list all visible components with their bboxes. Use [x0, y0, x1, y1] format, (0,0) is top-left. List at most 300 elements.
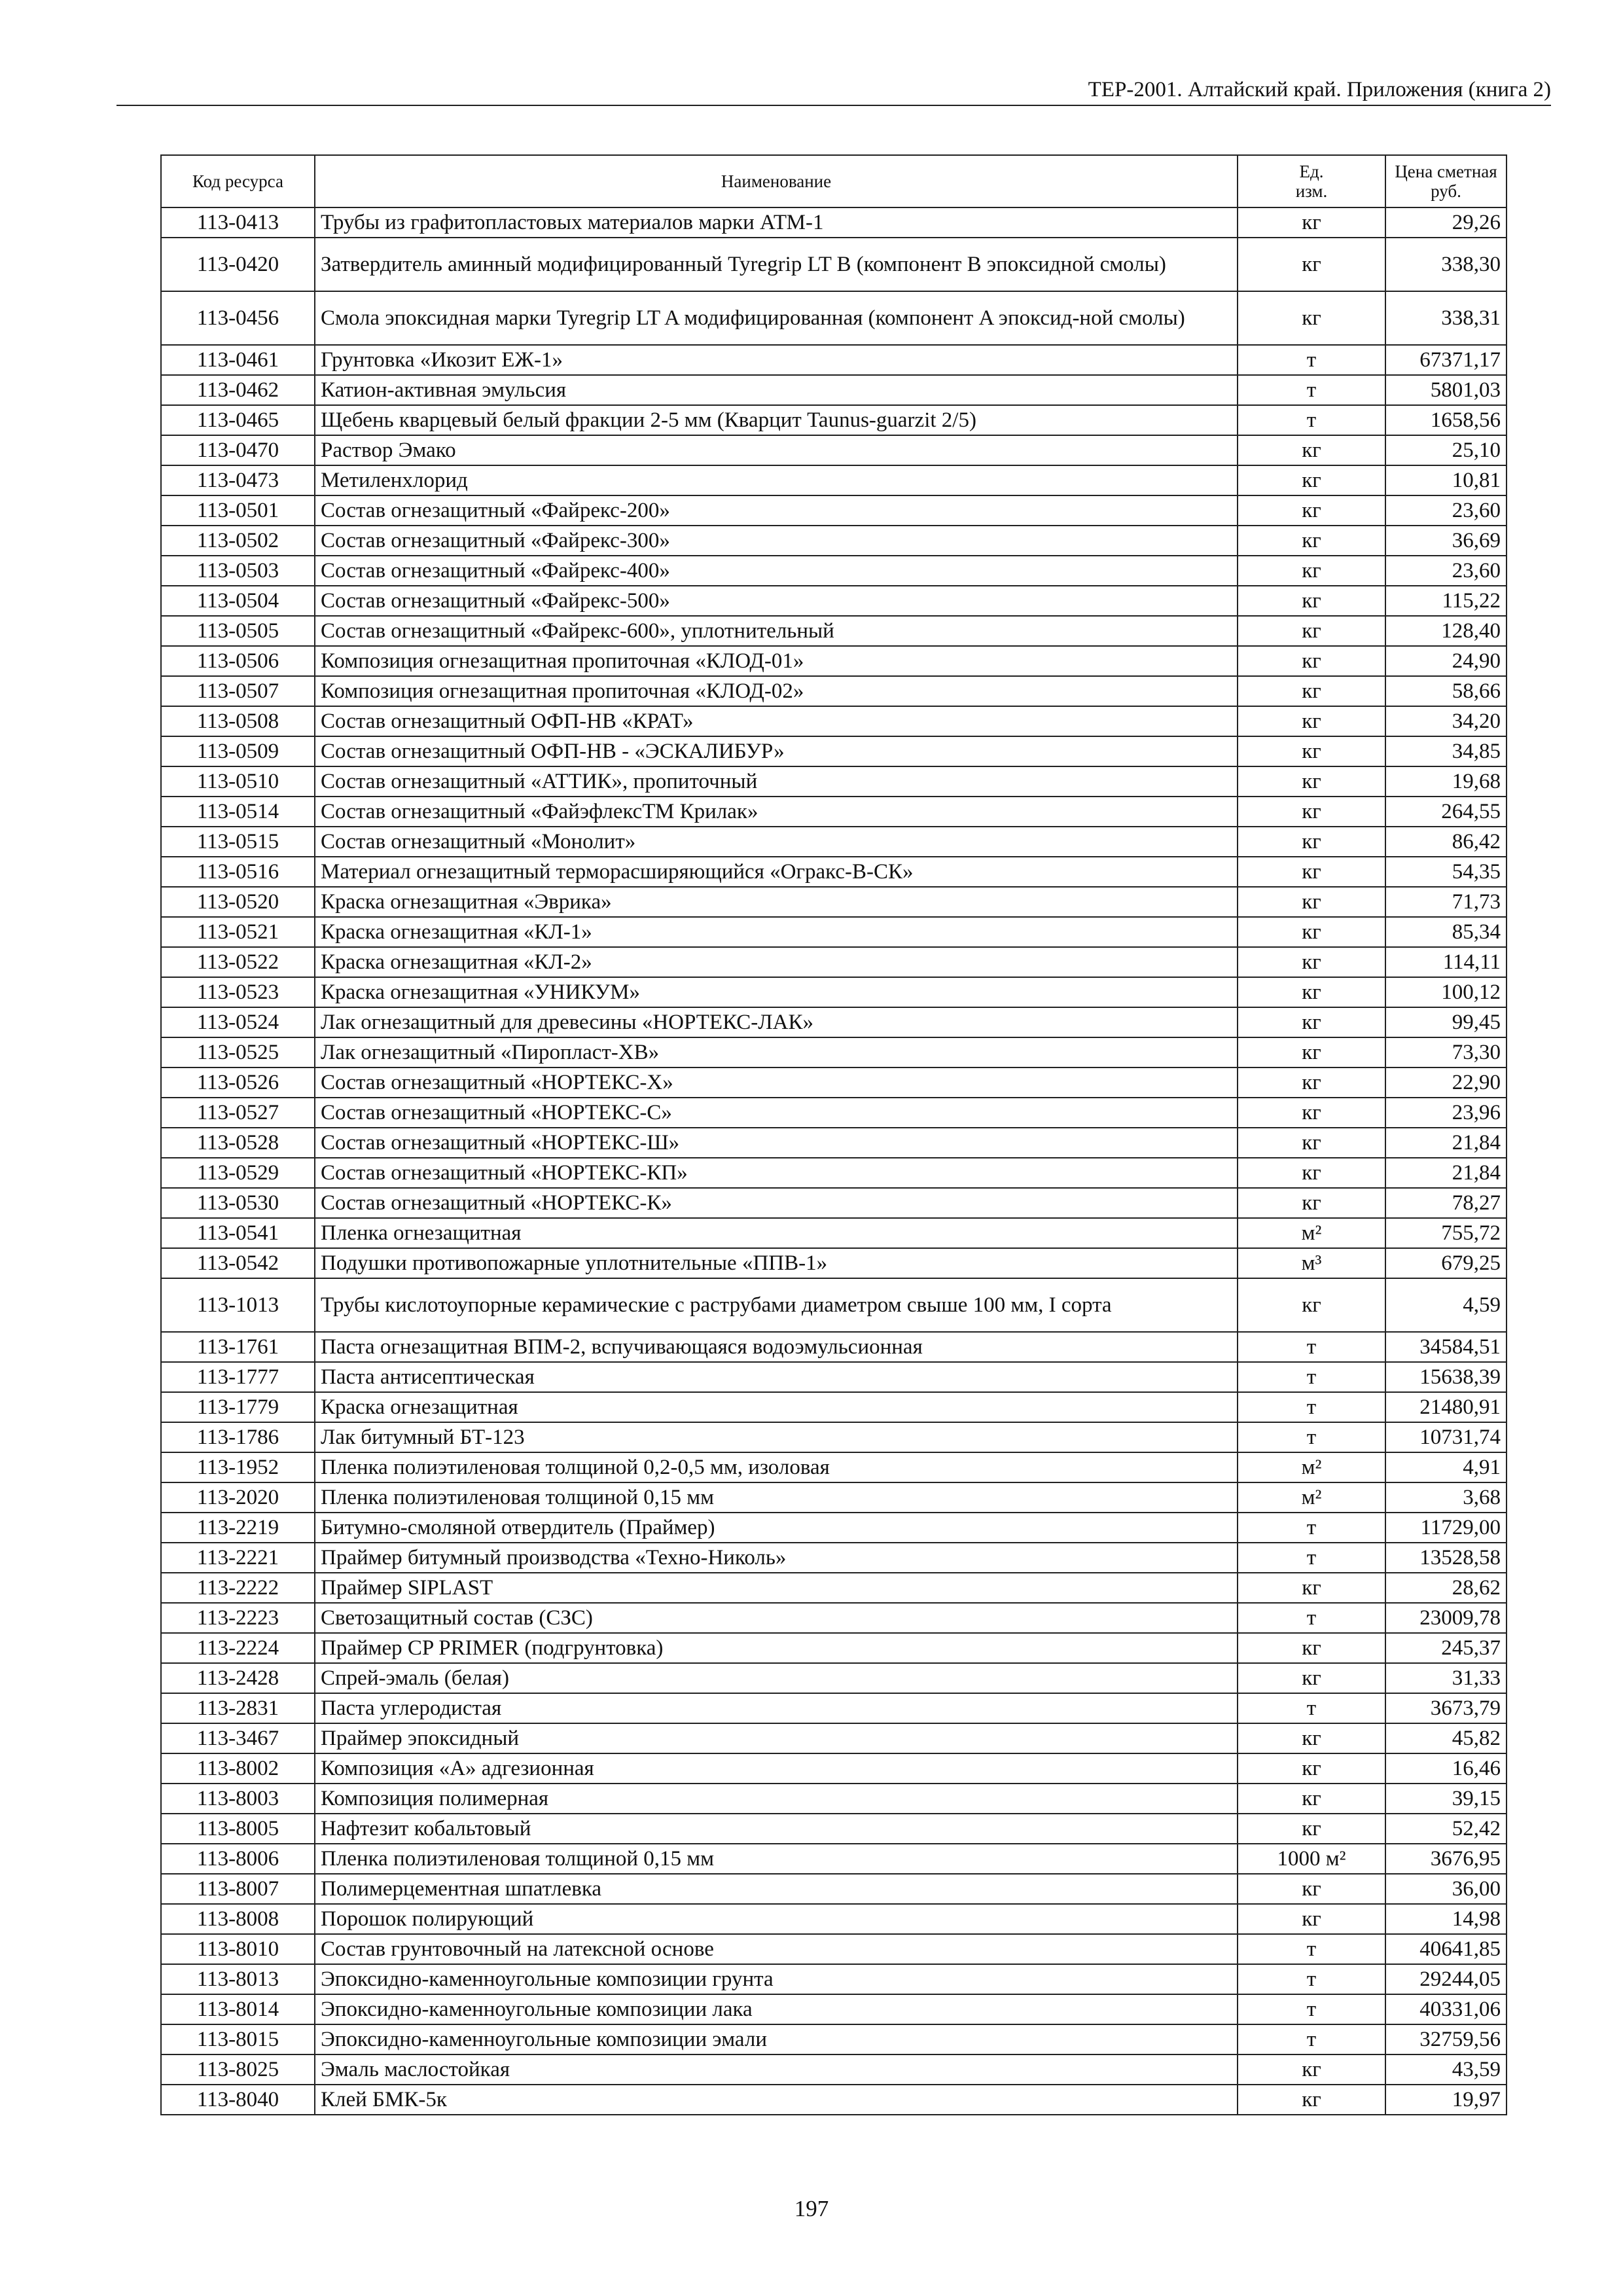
- resource-code-cell: 113-0515: [161, 827, 315, 857]
- resource-code-cell: 113-0507: [161, 676, 315, 706]
- price-cell: 128,40: [1385, 616, 1507, 646]
- resource-name-cell: Краска огнезащитная «УНИКУМ»: [315, 977, 1238, 1007]
- resource-code-cell: 113-0503: [161, 556, 315, 586]
- table-row: [161, 2054, 1507, 2085]
- price-cell: 28,62: [1385, 1573, 1507, 1603]
- resource-code-cell: 113-2222: [161, 1573, 315, 1603]
- unit-cell: т: [1238, 1392, 1385, 1422]
- resource-code-cell: 113-1013: [161, 1278, 315, 1332]
- resource-name-cell: Битумно-смоляной отвердитель (Праймер): [315, 1513, 1238, 1543]
- table-row: [161, 1934, 1507, 1964]
- resource-code-cell: 113-8007: [161, 1874, 315, 1904]
- resource-code-cell: 113-8040: [161, 2085, 315, 2115]
- resource-code-cell: 113-0510: [161, 766, 315, 797]
- resource-code-cell: 113-0516: [161, 857, 315, 887]
- resource-name-cell: Композиция огнезащитная пропиточная «КЛОД-02»: [315, 676, 1238, 706]
- unit-cell: т: [1238, 2024, 1385, 2054]
- resource-name-cell: Лак огнезащитный «Пиропласт-ХВ»: [315, 1037, 1238, 1067]
- resource-code-cell: 113-0522: [161, 947, 315, 977]
- table-row: [161, 1633, 1507, 1663]
- header-rule: [116, 105, 1551, 106]
- resource-name-cell: Композиция полимерная: [315, 1784, 1238, 1814]
- resource-name-cell: Порошок полирующий: [315, 1904, 1238, 1934]
- table-row: [161, 1007, 1507, 1037]
- price-cell: 14,98: [1385, 1904, 1507, 1934]
- resource-name-cell: Праймер эпоксидный: [315, 1723, 1238, 1753]
- resource-name-cell: Затвердитель аминный модифицированный Tyregrip LT B (компонент B эпоксидной смолы): [315, 238, 1238, 291]
- unit-cell: кг: [1238, 1278, 1385, 1332]
- resource-code-cell: 113-2221: [161, 1543, 315, 1573]
- price-cell: 43,59: [1385, 2054, 1507, 2085]
- resource-name-cell: Состав огнезащитный «АТТИК», пропиточный: [315, 766, 1238, 797]
- unit-cell: т: [1238, 1422, 1385, 1452]
- resource-name-cell: Состав огнезащитный «Файрекс-500»: [315, 586, 1238, 616]
- table-row: [161, 766, 1507, 797]
- price-cell: 338,31: [1385, 291, 1507, 345]
- price-cell: 29244,05: [1385, 1964, 1507, 1994]
- table-row: [161, 1663, 1507, 1693]
- resource-name-cell: Состав огнезащитный «НОРТЕКС-К»: [315, 1188, 1238, 1218]
- unit-cell: м³: [1238, 1248, 1385, 1278]
- unit-cell: м²: [1238, 1482, 1385, 1513]
- resource-code-cell: 113-1761: [161, 1332, 315, 1362]
- table-row: [161, 887, 1507, 917]
- resource-code-cell: 113-0509: [161, 736, 315, 766]
- unit-cell: кг: [1238, 947, 1385, 977]
- unit-cell: кг: [1238, 1128, 1385, 1158]
- price-cell: 755,72: [1385, 1218, 1507, 1248]
- table-row: [161, 1422, 1507, 1452]
- unit-cell: кг: [1238, 766, 1385, 797]
- resource-code-cell: 113-0504: [161, 586, 315, 616]
- price-cell: 86,42: [1385, 827, 1507, 857]
- table-row: [161, 495, 1507, 526]
- resource-code-cell: 113-0413: [161, 207, 315, 238]
- price-cell: 54,35: [1385, 857, 1507, 887]
- unit-cell: 1000 м²: [1238, 1844, 1385, 1874]
- resource-name-cell: Состав огнезащитный ОФП-НВ «КРАТ»: [315, 706, 1238, 736]
- resource-code-cell: 113-0521: [161, 917, 315, 947]
- price-cell: 78,27: [1385, 1188, 1507, 1218]
- price-cell: 21480,91: [1385, 1392, 1507, 1422]
- table-row: [161, 1874, 1507, 1904]
- price-cell: 3673,79: [1385, 1693, 1507, 1723]
- resource-name-cell: Метиленхлорид: [315, 465, 1238, 495]
- price-cell: 31,33: [1385, 1663, 1507, 1693]
- unit-cell: кг: [1238, 495, 1385, 526]
- unit-cell: т: [1238, 1513, 1385, 1543]
- resource-code-cell: 113-8003: [161, 1784, 315, 1814]
- resource-name-cell: Трубы из графитопластовых материалов марки АТМ-1: [315, 207, 1238, 238]
- table-row: [161, 1362, 1507, 1392]
- resource-code-cell: 113-3467: [161, 1723, 315, 1753]
- unit-cell: кг: [1238, 1007, 1385, 1037]
- unit-cell: т: [1238, 375, 1385, 405]
- table-row: [161, 1844, 1507, 1874]
- unit-cell: кг: [1238, 1633, 1385, 1663]
- unit-cell: кг: [1238, 1573, 1385, 1603]
- unit-cell: кг: [1238, 616, 1385, 646]
- unit-cell: м²: [1238, 1218, 1385, 1248]
- price-cell: 23009,78: [1385, 1603, 1507, 1633]
- price-cell: 67371,17: [1385, 345, 1507, 375]
- resource-name-cell: Краска огнезащитная «КЛ-2»: [315, 947, 1238, 977]
- price-cell: 19,97: [1385, 2085, 1507, 2115]
- resource-code-cell: 113-2020: [161, 1482, 315, 1513]
- unit-cell: кг: [1238, 556, 1385, 586]
- price-cell: 23,60: [1385, 495, 1507, 526]
- unit-cell: кг: [1238, 1784, 1385, 1814]
- unit-cell: кг: [1238, 1723, 1385, 1753]
- table-row: [161, 1814, 1507, 1844]
- table-row: [161, 1573, 1507, 1603]
- unit-cell: кг: [1238, 465, 1385, 495]
- table-row: [161, 1904, 1507, 1934]
- resource-name-cell: Праймер SIPLAST: [315, 1573, 1238, 1603]
- resource-name-cell: Раствор Эмако: [315, 435, 1238, 465]
- resource-code-cell: 113-8006: [161, 1844, 315, 1874]
- resource-name-cell: Эпоксидно-каменноугольные композиции эмали: [315, 2024, 1238, 2054]
- resource-name-cell: Композиция «А» адгезионная: [315, 1753, 1238, 1784]
- resource-name-cell: Катион-активная эмульсия: [315, 375, 1238, 405]
- resource-code-cell: 113-1779: [161, 1392, 315, 1422]
- column-header-price: Цена сметная руб.: [1385, 155, 1507, 207]
- resource-code-cell: 113-0527: [161, 1098, 315, 1128]
- unit-cell: кг: [1238, 207, 1385, 238]
- table-row: [161, 586, 1507, 616]
- resource-name-cell: Состав огнезащитный «НОРТЕКС-Х»: [315, 1067, 1238, 1098]
- unit-cell: кг: [1238, 706, 1385, 736]
- table-row: [161, 676, 1507, 706]
- resource-name-cell: Краска огнезащитная «Эврика»: [315, 887, 1238, 917]
- price-cell: 34584,51: [1385, 1332, 1507, 1362]
- resource-price-table: [160, 154, 1507, 2115]
- table-header-row: [161, 155, 1507, 207]
- price-cell: 4,91: [1385, 1452, 1507, 1482]
- resource-name-cell: Состав огнезащитный «Файрекс-400»: [315, 556, 1238, 586]
- resource-name-cell: Грунтовка «Икозит ЕЖ-1»: [315, 345, 1238, 375]
- resource-name-cell: Полимерцементная шпатлевка: [315, 1874, 1238, 1904]
- resource-code-cell: 113-2224: [161, 1633, 315, 1663]
- resource-name-cell: Состав огнезащитный «НОРТЕКС-С»: [315, 1098, 1238, 1128]
- resource-name-cell: Праймер CP PRIMER (подгрунтовка): [315, 1633, 1238, 1663]
- resource-code-cell: 113-8013: [161, 1964, 315, 1994]
- unit-cell: кг: [1238, 646, 1385, 676]
- unit-cell: т: [1238, 345, 1385, 375]
- resource-name-cell: Смола эпоксидная марки Tyregrip LT A модифицированная (компонент A эпоксид-ной смолы): [315, 291, 1238, 345]
- resource-name-cell: Праймер битумный производства «Техно-Николь»: [315, 1543, 1238, 1573]
- resource-code-cell: 113-0520: [161, 887, 315, 917]
- table-row: [161, 1218, 1507, 1248]
- resource-name-cell: Состав огнезащитный «НОРТЕКС-Ш»: [315, 1128, 1238, 1158]
- unit-cell: кг: [1238, 238, 1385, 291]
- unit-cell: кг: [1238, 2085, 1385, 2115]
- table-row: [161, 2024, 1507, 2054]
- resource-name-cell: Эпоксидно-каменноугольные композиции грунта: [315, 1964, 1238, 1994]
- unit-cell: т: [1238, 1543, 1385, 1573]
- table-row: [161, 977, 1507, 1007]
- unit-cell: кг: [1238, 917, 1385, 947]
- resource-code-cell: 113-0524: [161, 1007, 315, 1037]
- resource-name-cell: Подушки противопожарные уплотнительные «ППВ-1»: [315, 1248, 1238, 1278]
- price-cell: 32759,56: [1385, 2024, 1507, 2054]
- resource-code-cell: 113-0542: [161, 1248, 315, 1278]
- table-row: [161, 1543, 1507, 1573]
- unit-cell: т: [1238, 1332, 1385, 1362]
- price-cell: 114,11: [1385, 947, 1507, 977]
- resource-code-cell: 113-0470: [161, 435, 315, 465]
- price-cell: 36,00: [1385, 1874, 1507, 1904]
- resource-name-cell: Состав огнезащитный «Файрекс-200»: [315, 495, 1238, 526]
- price-cell: 13528,58: [1385, 1543, 1507, 1573]
- unit-cell: кг: [1238, 586, 1385, 616]
- price-cell: 5801,03: [1385, 375, 1507, 405]
- resource-name-cell: Состав огнезащитный ОФП-НВ - «ЭСКАЛИБУР»: [315, 736, 1238, 766]
- price-cell: 21,84: [1385, 1128, 1507, 1158]
- unit-cell: кг: [1238, 526, 1385, 556]
- column-header-name: Наименование: [315, 155, 1238, 207]
- price-cell: 679,25: [1385, 1248, 1507, 1278]
- resource-name-cell: Композиция огнезащитная пропиточная «КЛОД-01»: [315, 646, 1238, 676]
- resource-name-cell: Пленка полиэтиленовая толщиной 0,15 мм: [315, 1482, 1238, 1513]
- resource-name-cell: Материал огнезащитный терморасширяющийся «Огракс-В-СК»: [315, 857, 1238, 887]
- price-cell: 71,73: [1385, 887, 1507, 917]
- resource-name-cell: Пленка огнезащитная: [315, 1218, 1238, 1248]
- price-cell: 1658,56: [1385, 405, 1507, 435]
- resource-name-cell: Спрей-эмаль (белая): [315, 1663, 1238, 1693]
- table-row: [161, 827, 1507, 857]
- resource-name-cell: Лак огнезащитный для древесины «НОРТЕКС-ЛАК»: [315, 1007, 1238, 1037]
- table-row: [161, 1994, 1507, 2024]
- resource-code-cell: 113-0530: [161, 1188, 315, 1218]
- resource-name-cell: Состав грунтовочный на латексной основе: [315, 1934, 1238, 1964]
- resource-code-cell: 113-8015: [161, 2024, 315, 2054]
- table-row: [161, 291, 1507, 345]
- unit-cell: кг: [1238, 797, 1385, 827]
- resource-code-cell: 113-0528: [161, 1128, 315, 1158]
- table-row: [161, 465, 1507, 495]
- resource-name-cell: Клей БМК-5к: [315, 2085, 1238, 2115]
- resource-name-cell: Состав огнезащитный «ФайэфлексТМ Крилак»: [315, 797, 1238, 827]
- table-row: [161, 1513, 1507, 1543]
- table-row: [161, 1278, 1507, 1332]
- running-header: ТЕР-2001. Алтайский край. Приложения (книга 2): [1088, 78, 1551, 101]
- resource-code-cell: 113-0505: [161, 616, 315, 646]
- price-cell: 24,90: [1385, 646, 1507, 676]
- price-cell: 15638,39: [1385, 1362, 1507, 1392]
- unit-cell: кг: [1238, 857, 1385, 887]
- table-row: [161, 1158, 1507, 1188]
- resource-name-cell: Паста углеродистая: [315, 1693, 1238, 1723]
- resource-code-cell: 113-0523: [161, 977, 315, 1007]
- unit-cell: кг: [1238, 1158, 1385, 1188]
- table-row: [161, 1188, 1507, 1218]
- table-row: [161, 435, 1507, 465]
- resource-name-cell: Состав огнезащитный «Файрекс-600», уплотнительный: [315, 616, 1238, 646]
- table-row: [161, 646, 1507, 676]
- unit-cell: т: [1238, 1994, 1385, 2024]
- price-cell: 10,81: [1385, 465, 1507, 495]
- unit-cell: кг: [1238, 1037, 1385, 1067]
- resource-code-cell: 113-8005: [161, 1814, 315, 1844]
- table-row: [161, 1128, 1507, 1158]
- unit-cell: т: [1238, 1964, 1385, 1994]
- table-row: [161, 526, 1507, 556]
- resource-code-cell: 113-0525: [161, 1037, 315, 1067]
- resource-name-cell: Пленка полиэтиленовая толщиной 0,15 мм: [315, 1844, 1238, 1874]
- unit-cell: кг: [1238, 887, 1385, 917]
- price-cell: 10731,74: [1385, 1422, 1507, 1452]
- unit-cell: кг: [1238, 1663, 1385, 1693]
- resource-name-cell: Краска огнезащитная: [315, 1392, 1238, 1422]
- table-row: [161, 2085, 1507, 2115]
- table-row: [161, 1784, 1507, 1814]
- resource-code-cell: 113-0526: [161, 1067, 315, 1098]
- resource-code-cell: 113-2223: [161, 1603, 315, 1633]
- price-cell: 25,10: [1385, 435, 1507, 465]
- table-row: [161, 797, 1507, 827]
- page-number: 197: [794, 2196, 829, 2221]
- table-row: [161, 1332, 1507, 1362]
- unit-cell: кг: [1238, 1874, 1385, 1904]
- unit-cell: т: [1238, 1603, 1385, 1633]
- price-cell: 4,59: [1385, 1278, 1507, 1332]
- price-cell: 23,60: [1385, 556, 1507, 586]
- price-cell: 23,96: [1385, 1098, 1507, 1128]
- price-cell: 39,15: [1385, 1784, 1507, 1814]
- unit-cell: кг: [1238, 1098, 1385, 1128]
- table-row: [161, 345, 1507, 375]
- resource-name-cell: Паста антисептическая: [315, 1362, 1238, 1392]
- unit-cell: т: [1238, 1693, 1385, 1723]
- price-cell: 40641,85: [1385, 1934, 1507, 1964]
- price-cell: 16,46: [1385, 1753, 1507, 1784]
- resource-code-cell: 113-8014: [161, 1994, 315, 2024]
- column-header-code: Код ресурса: [161, 155, 315, 207]
- price-cell: 85,34: [1385, 917, 1507, 947]
- resource-name-cell: Паста огнезащитная ВПМ-2, вспучивающаяся водоэмульсионная: [315, 1332, 1238, 1362]
- unit-cell: кг: [1238, 291, 1385, 345]
- unit-cell: т: [1238, 1362, 1385, 1392]
- resource-name-cell: Эпоксидно-каменноугольные композиции лака: [315, 1994, 1238, 2024]
- table-row: [161, 1452, 1507, 1482]
- table-row: [161, 1753, 1507, 1784]
- unit-cell: кг: [1238, 977, 1385, 1007]
- price-cell: 52,42: [1385, 1814, 1507, 1844]
- price-cell: 34,85: [1385, 736, 1507, 766]
- resource-name-cell: Состав огнезащитный «Монолит»: [315, 827, 1238, 857]
- table-row: [161, 1037, 1507, 1067]
- resource-code-cell: 113-0473: [161, 465, 315, 495]
- resource-name-cell: Эмаль маслостойкая: [315, 2054, 1238, 2085]
- resource-code-cell: 113-8025: [161, 2054, 315, 2085]
- table-row: [161, 1482, 1507, 1513]
- resource-name-cell: Состав огнезащитный «Файрекс-300»: [315, 526, 1238, 556]
- price-cell: 11729,00: [1385, 1513, 1507, 1543]
- resource-name-cell: Щебень кварцевый белый фракции 2-5 мм (Кварцит Taunus-guarzit 2/5): [315, 405, 1238, 435]
- price-cell: 3,68: [1385, 1482, 1507, 1513]
- resource-code-cell: 113-0506: [161, 646, 315, 676]
- resource-name-cell: Нафтезит кобальтовый: [315, 1814, 1238, 1844]
- price-cell: 100,12: [1385, 977, 1507, 1007]
- price-cell: 34,20: [1385, 706, 1507, 736]
- column-header-unit: Ед. изм.: [1238, 155, 1385, 207]
- resource-code-cell: 113-0465: [161, 405, 315, 435]
- resource-code-cell: 113-2219: [161, 1513, 315, 1543]
- resource-name-cell: Светозащитный состав (СЗС): [315, 1603, 1238, 1633]
- resource-code-cell: 113-0502: [161, 526, 315, 556]
- resource-name-cell: Трубы кислотоупорные керамические с раструбами диаметром свыше 100 мм, I сорта: [315, 1278, 1238, 1332]
- table-row: [161, 1392, 1507, 1422]
- resource-code-cell: 113-0541: [161, 1218, 315, 1248]
- unit-cell: кг: [1238, 2054, 1385, 2085]
- resource-code-cell: 113-0456: [161, 291, 315, 345]
- unit-cell: кг: [1238, 1753, 1385, 1784]
- resource-code-cell: 113-0508: [161, 706, 315, 736]
- resource-code-cell: 113-2428: [161, 1663, 315, 1693]
- resource-code-cell: 113-8002: [161, 1753, 315, 1784]
- table-row: [161, 405, 1507, 435]
- resource-code-cell: 113-0461: [161, 345, 315, 375]
- unit-cell: кг: [1238, 1188, 1385, 1218]
- table-row: [161, 947, 1507, 977]
- resource-name-cell: Краска огнезащитная «КЛ-1»: [315, 917, 1238, 947]
- unit-cell: кг: [1238, 1067, 1385, 1098]
- table-row: [161, 1693, 1507, 1723]
- resource-code-cell: 113-0462: [161, 375, 315, 405]
- unit-cell: кг: [1238, 435, 1385, 465]
- price-cell: 58,66: [1385, 676, 1507, 706]
- unit-cell: кг: [1238, 1904, 1385, 1934]
- table-row: [161, 1067, 1507, 1098]
- unit-cell: кг: [1238, 1814, 1385, 1844]
- table-row: [161, 1723, 1507, 1753]
- unit-cell: кг: [1238, 676, 1385, 706]
- price-cell: 115,22: [1385, 586, 1507, 616]
- price-cell: 3676,95: [1385, 1844, 1507, 1874]
- resource-code-cell: 113-0501: [161, 495, 315, 526]
- price-cell: 99,45: [1385, 1007, 1507, 1037]
- price-cell: 73,30: [1385, 1037, 1507, 1067]
- resource-code-cell: 113-1786: [161, 1422, 315, 1452]
- resource-code-cell: 113-1777: [161, 1362, 315, 1392]
- price-cell: 40331,06: [1385, 1994, 1507, 2024]
- price-cell: 29,26: [1385, 207, 1507, 238]
- table-row: [161, 706, 1507, 736]
- table-row: [161, 616, 1507, 646]
- resource-code-cell: 113-8010: [161, 1934, 315, 1964]
- table-row: [161, 556, 1507, 586]
- unit-cell: кг: [1238, 827, 1385, 857]
- price-cell: 338,30: [1385, 238, 1507, 291]
- table-row: [161, 238, 1507, 291]
- table-row: [161, 1603, 1507, 1633]
- table-row: [161, 917, 1507, 947]
- resource-code-cell: 113-0514: [161, 797, 315, 827]
- resource-name-cell: Пленка полиэтиленовая толщиной 0,2-0,5 мм, изоловая: [315, 1452, 1238, 1482]
- table-row: [161, 1964, 1507, 1994]
- resource-name-cell: Лак битумный БТ-123: [315, 1422, 1238, 1452]
- table-row: [161, 736, 1507, 766]
- table-body: [161, 207, 1507, 2115]
- table-row: [161, 207, 1507, 238]
- price-cell: 45,82: [1385, 1723, 1507, 1753]
- resource-code-cell: 113-0529: [161, 1158, 315, 1188]
- unit-cell: т: [1238, 1934, 1385, 1964]
- resource-code-cell: 113-2831: [161, 1693, 315, 1723]
- resource-code-cell: 113-1952: [161, 1452, 315, 1482]
- price-cell: 22,90: [1385, 1067, 1507, 1098]
